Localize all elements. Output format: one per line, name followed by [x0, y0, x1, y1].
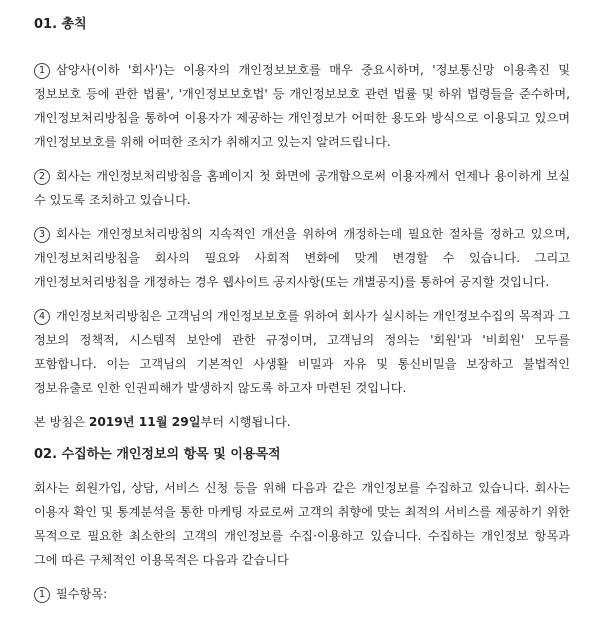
section-1-paragraph-2 [34, 164, 570, 212]
section-1-heading: 01. 총칙 [34, 17, 87, 32]
paragraph-4-text: 개인정보처리방침은 고객님의 개인정보보호를 위하여 회사가 실시하는 개인정보수집의 목적과 그 정보의 정책적, 시스템적 보안에 관한 규정이며, 고객님의 정의는 '회원'과 '비회원' 모두를 포함합니다. 이는 고객님의 기본적인 사생활 비밀과 자유 및 통신비밀을 보장하고 불법적인 정보유출로 인한 인권피해가 발생하지 않도록 하고자 마련된 것입니다. [34, 309, 570, 395]
section-1-paragraph-4 [34, 304, 570, 400]
circled-number-2: 2 [34, 169, 50, 185]
paragraph-3-text: 회사는 개인정보처리방침의 지속적인 개선을 위하여 개정하는데 필요한 절차를 정하고 있으며, 개인정보처리방침을 회사의 필요와 사회적 변화에 맞게 변경할 수 있습니다. 그리고 개인정보처리방침을 개정하는 경우 웹사이트 공지사항(또는 개별공지)를 통하여 공지할 것입니다. [34, 227, 570, 289]
circled-number-4: 4 [34, 309, 50, 325]
section-2-item-1 [34, 582, 570, 606]
effective-prefix: 본 방침은 [34, 415, 89, 429]
section-1-paragraph-3 [34, 222, 570, 294]
section-2-intro: 회사는 회원가입, 상담, 서비스 신청 등을 위해 다음과 같은 개인정보를 수집하고 있습니다. 회사는 이용자 확인 및 통계분석을 통한 마케팅 자료로써 고객의 취향에 맞는 최적의 서비스를 제공하기 위한 목적으로 필요한 최소한의 고객의 개인정보를 수집·이용하고 있습니다. 수집하는 개인정보 항목과 그에 따른 구체적인 이용목적은 다음과 같습니다 [34, 481, 570, 567]
circled-number-3: 3 [34, 227, 50, 243]
effective-date-line [34, 410, 570, 434]
circled-number-1: 1 [34, 587, 50, 603]
section-2-heading: 02. 수집하는 개인정보의 항목 및 이용목적 [34, 447, 281, 462]
effective-date: 2019년 11월 29일 [88, 415, 201, 429]
required-items-label: 필수항목: [56, 587, 108, 601]
circled-number-1: 1 [34, 63, 50, 79]
section-1-paragraph-1 [34, 58, 570, 154]
paragraph-1-text: 삼양사(이하 '회사')는 이용자의 개인정보보호를 매우 중요시하며, '정보통신망 이용촉진 및 정보보호 등에 관한 법률', '개인정보보호법' 등 개인정보보호 관련 법률 및 하위 법령들을 준수하며, 개인정보처리방침을 통하여 이용자가 제공하는 개인정보가 어떠한 용도와 방식으로 이용되고 있으며 개인정보보호를 위해 어떠한 조치가 취해지고 있는지 알려드립니다. [34, 63, 570, 149]
effective-suffix: 부터 시행됩니다. [200, 415, 291, 429]
paragraph-2-text: 회사는 개인정보처리방침을 홈페이지 첫 화면에 공개함으로써 이용자께서 언제나 용이하게 보실 수 있도록 조치하고 있습니다. [34, 169, 570, 207]
